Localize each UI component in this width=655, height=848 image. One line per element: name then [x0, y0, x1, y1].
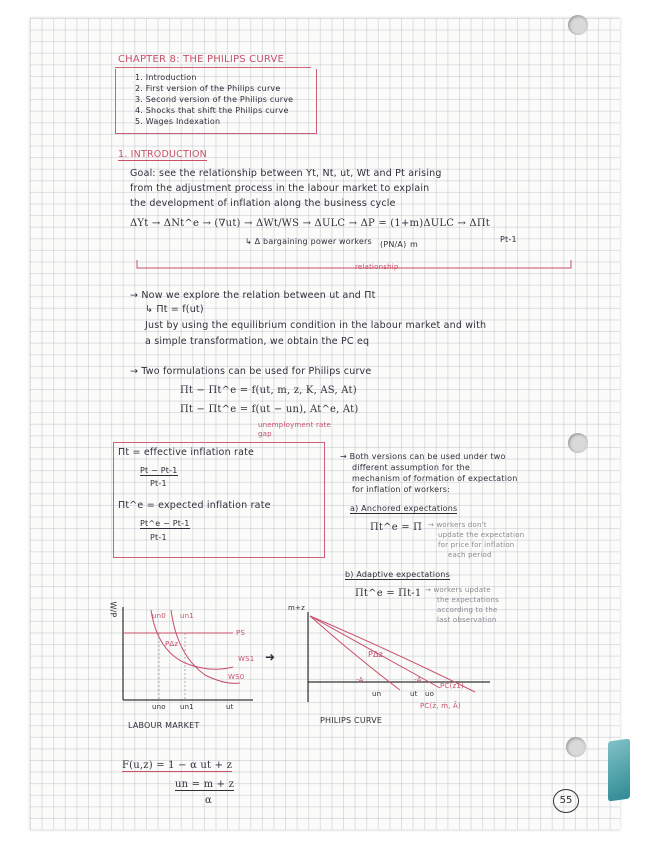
graph-label: WS1: [238, 655, 255, 663]
footer-equation-2-denominator: α: [205, 795, 212, 806]
chain-note: ↳ Δ bargaining power workers: [245, 237, 372, 246]
section-heading: 1. INTRODUCTION: [118, 149, 207, 160]
philips-caption: PHILIPS CURVE: [320, 716, 383, 725]
toc-item: 5. Wages Indexation: [135, 117, 221, 126]
punch-hole: [566, 737, 586, 757]
graph-label: -A: [414, 676, 422, 684]
adaptive-eq: Πt^e = Πt-1: [355, 588, 422, 599]
goal-line: the development of inflation along the business cycle: [130, 198, 396, 209]
chain-markup: m: [410, 240, 418, 249]
toc-item: 1. Introduction: [135, 73, 197, 82]
punch-hole: [568, 433, 588, 453]
fraction-bottom: Pt-1: [150, 479, 167, 488]
definition: Πt = effective inflation rate: [118, 447, 255, 458]
anchored-heading: a) Anchored expectations: [350, 504, 458, 513]
versions-line: mechanism of formation of expectation: [352, 474, 518, 483]
anchored-note: update the expectation: [438, 531, 525, 539]
punch-hole: [568, 15, 588, 35]
graph-label: PC(z1): [440, 682, 464, 690]
relationship-bracket: [135, 258, 575, 272]
explore-line: a simple transformation, we obtain the PC eq: [145, 336, 370, 347]
graph-label: un1: [180, 612, 194, 620]
graph-label: un0: [152, 612, 166, 620]
philips-y-axis-label: m+z: [288, 604, 305, 612]
graph-label: un1: [180, 703, 194, 711]
title-underline: [115, 67, 311, 68]
explore-line: → Now we explore the relation between ut and Πt: [130, 290, 376, 301]
gap-note: unemployment rate gap: [258, 421, 331, 438]
labour-market-graph: [115, 605, 255, 710]
graph-label: PΔz: [165, 640, 179, 648]
adaptive-note: → workers update: [425, 586, 491, 594]
toc-item: 3. Second version of the Philips curve: [135, 95, 294, 104]
philips-curve-graph: [300, 610, 500, 710]
definition: Πt^e = expected inflation rate: [118, 500, 271, 511]
chapter-title: CHAPTER 8: THE PHILIPS CURVE: [118, 54, 285, 65]
formulations-intro: → Two formulations can be used for Philips curve: [130, 366, 372, 377]
footer-equation-2: un = m + z: [175, 779, 235, 790]
graph-label: PS: [236, 629, 246, 637]
footer-equation-1: F(u,z) = 1 − α ut + z: [122, 760, 233, 771]
toc-item: 2. First version of the Philips curve: [135, 84, 281, 93]
anchored-eq: Πt^e = Π̄: [370, 522, 423, 533]
versions-line: different assumption for the: [352, 463, 470, 472]
graph-label: PC(z̄, m̄, Ā): [420, 702, 461, 710]
labour-y-axis-label: W/P: [108, 601, 118, 618]
chain-fraction: (PN/A): [380, 240, 407, 249]
explore-line: Just by using the equilibrium condition in the labour market and with: [145, 320, 487, 331]
pc-equation-2: Πt − Πt^e = f(ut − un), At^e, At): [180, 404, 359, 415]
graph-label: -A: [356, 676, 364, 684]
fraction-top: Pt − Pt-1: [140, 466, 178, 475]
versions-line: for inflation of workers:: [352, 485, 451, 494]
adaptive-heading: b) Adaptive expectations: [345, 570, 450, 579]
arrow-right-icon: ➜: [265, 650, 276, 664]
labour-x-axis-label: ut: [226, 703, 234, 711]
anchored-note: for price for inflation: [438, 541, 515, 549]
fraction-bottom: Pt-1: [150, 533, 167, 542]
anchored-note: → workers don't: [428, 521, 487, 529]
page-number: 55: [553, 789, 579, 813]
adaptive-note: the expectations: [437, 596, 499, 604]
versions-line: → Both versions can be used under two: [340, 452, 506, 461]
transmission-chain: ΔYt → ΔNt^e → (∇ut) → ΔWt/WS → ΔULC → ΔP = (1+m)ΔULC → ΔΠt: [130, 218, 490, 229]
philips-x-axis-label: ut: [410, 690, 418, 698]
graph-label: PΔz: [368, 650, 384, 659]
page-tab: [608, 738, 630, 801]
fraction-top: Pt^e − Pt-1: [140, 519, 190, 528]
graph-label: WS0: [228, 673, 245, 681]
relationship-label: relationship: [355, 263, 399, 271]
adaptive-note: according to the: [437, 606, 498, 614]
toc-item: 4. Shocks that shift the Philips curve: [135, 106, 289, 115]
goal-line: from the adjustment process in the labour market to explain: [130, 183, 430, 194]
chain-price-lag: Pt-1: [500, 235, 517, 244]
adaptive-note: last observation: [437, 616, 497, 624]
anchored-note: each period: [448, 551, 492, 559]
pc-equation-1: Πt − Πt^e = f(ut, m, z, K, AS, At): [180, 385, 357, 396]
goal-line: Goal: see the relationship between Yt, Nt, ut, Wt and Pt arising: [130, 168, 442, 179]
graph-label: un: [372, 690, 382, 698]
graph-label: uno: [152, 703, 166, 711]
labour-caption: LABOUR MARKET: [128, 721, 200, 730]
graph-label: uo: [425, 690, 435, 698]
explore-line: ↳ Πt = f(ut): [145, 304, 204, 315]
